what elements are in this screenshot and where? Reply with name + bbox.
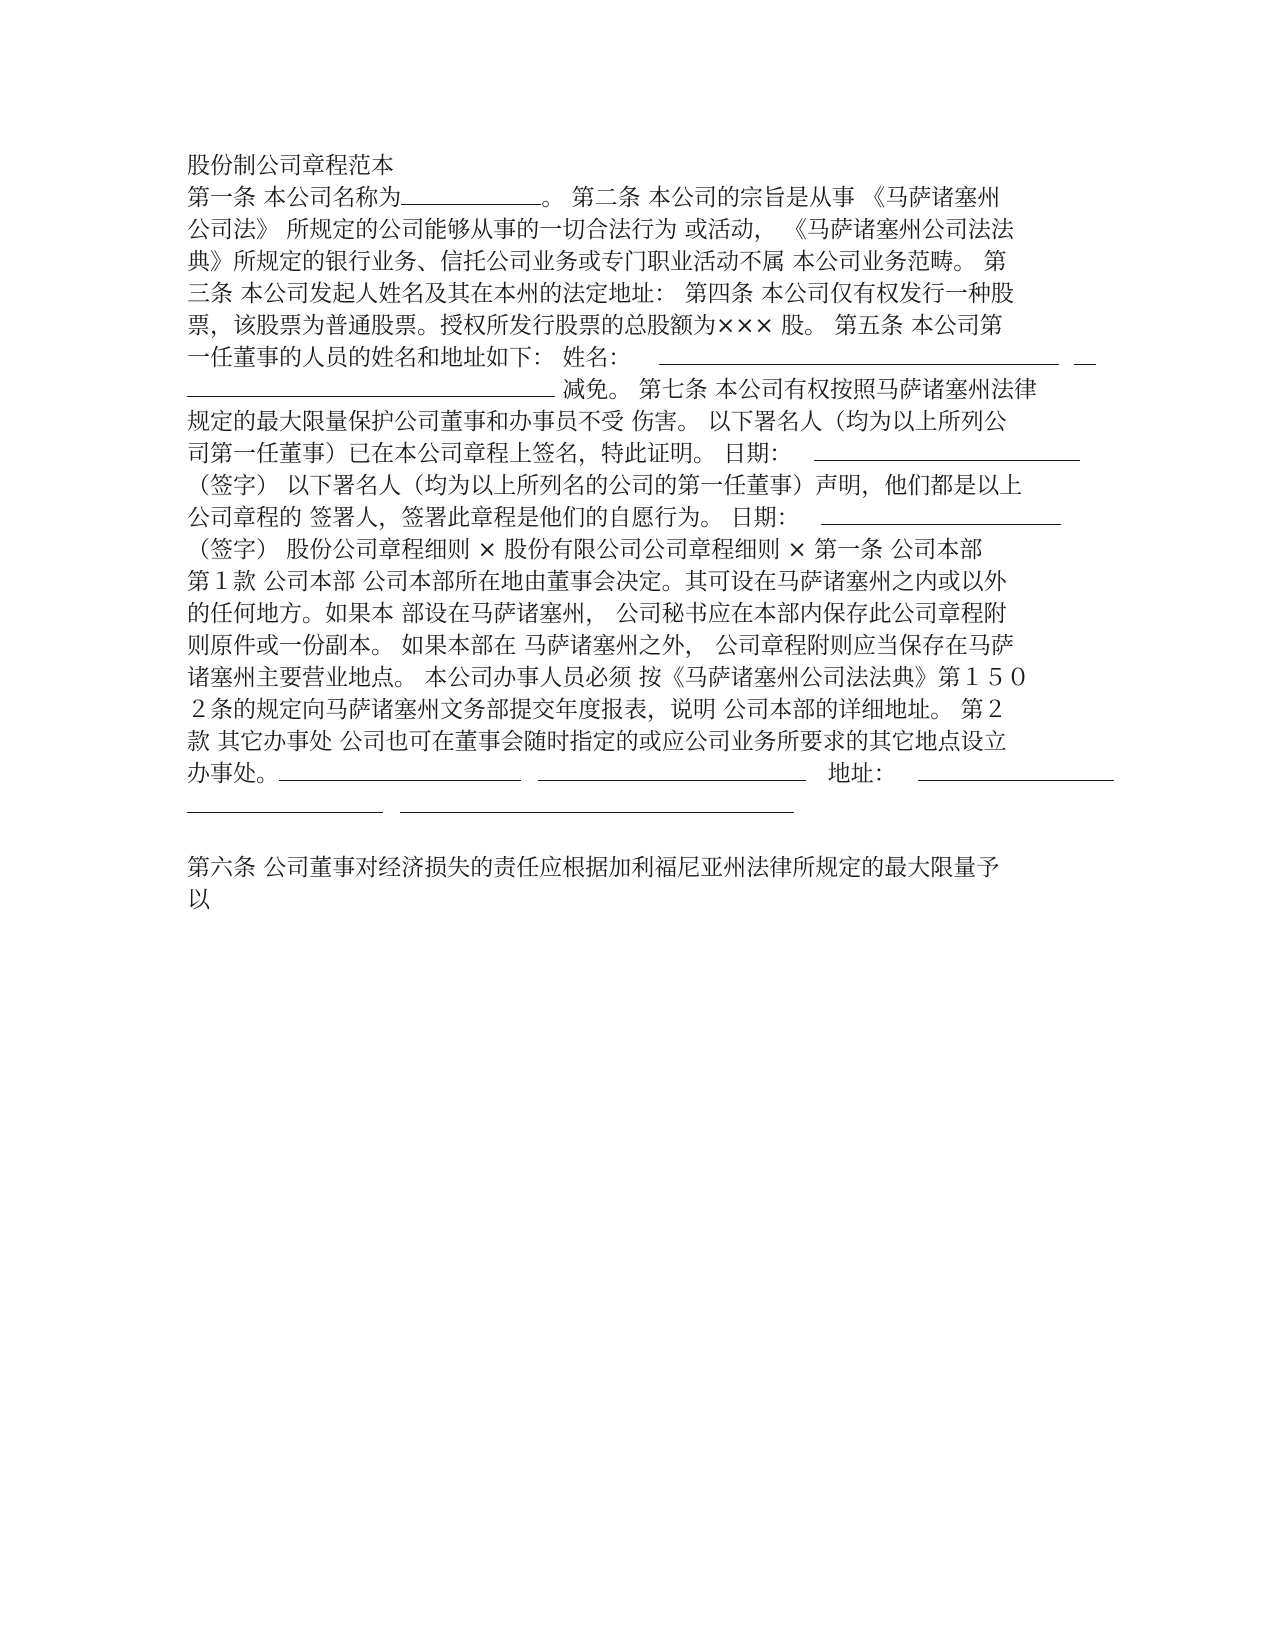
blank-underline	[279, 758, 521, 781]
text-line: （签字） 以下署名人（均为以上所列名的公司的第一任董事）声明，他们都是以上	[187, 473, 1023, 499]
text-line	[187, 502, 1061, 534]
text-segment: 司第一任董事）已在本公司章程上签名，特此证明。 日期：	[187, 441, 793, 467]
blank-underline	[659, 342, 1059, 365]
blank-underline	[187, 790, 383, 813]
text-line: 款 其它办事处 公司也可在董事会随时指定的或应公司业务所要求的其它地点设立	[187, 729, 1007, 755]
text-segment: 一任董事的人员的姓名和地址如下： 姓名：	[187, 345, 632, 371]
text-line: 的任何地方。如果本 部设在马萨诸塞州， 公司秘书应在本部内保存此公司章程附	[187, 601, 1007, 627]
text-line	[187, 790, 794, 822]
blank-underline	[1074, 342, 1096, 365]
blank-underline	[187, 374, 555, 397]
text-line: 票，该股票为普通股票。授权所发行股票的总股额为××× 股。 第五条 本公司第	[187, 313, 1003, 339]
text-line: 典》所规定的银行业务、信托公司业务或专门职业活动不属 本公司业务范畴。 第	[187, 249, 1007, 275]
text-line	[187, 758, 1114, 790]
text-line: 第１款 公司本部 公司本部所在地由董事会决定。其可设在马萨诸塞州之内或以外	[187, 569, 1007, 595]
document-title: 股份制公司章程范本	[187, 153, 394, 179]
blank-underline	[821, 502, 1061, 525]
text-segment: 第一条 本公司名称为	[187, 185, 402, 211]
blank-underline	[814, 438, 1080, 461]
text-line: 则原件或一份副本。 如果本部在 马萨诸塞州之外， 公司章程附则应当保存在马萨	[187, 633, 1014, 659]
text-line: 规定的最大限量保护公司董事和办事员不受 伤害。 以下署名人（均为以上所列公	[187, 409, 1007, 435]
text-segment: 地址：	[827, 761, 897, 787]
text-line: 诸塞州主要营业地点。 本公司办事人员必须 按《马萨诸塞州公司法法典》第１５０	[187, 665, 1030, 691]
text-line: （签字） 股份公司章程细则 × 股份有限公司公司章程细则 × 第一条 公司本部	[187, 537, 983, 563]
text-line: 三条 本公司发起人姓名及其在本州的法定地址： 第四条 本公司仅有权发行一种股	[187, 281, 1014, 307]
blank-underline	[538, 758, 806, 781]
text-line: 以	[187, 887, 210, 913]
text-segment: 办事处。	[187, 761, 279, 787]
text-line	[187, 374, 1037, 406]
text-segment: 。 第二条 本公司的宗旨是从事 《马萨诸塞州	[541, 185, 1001, 211]
text-line	[187, 438, 1080, 470]
text-line	[187, 342, 1096, 374]
text-line: 第六条 公司董事对经济损失的责任应根据加利福尼亚州法律所规定的最大限量予	[187, 855, 1000, 881]
text-line: 公司法》 所规定的公司能够从事的一切合法行为 或活动， 《马萨诸塞州公司法法	[187, 217, 1014, 243]
text-segment: 减免。 第七条 本公司有权按照马萨诸塞州法律	[562, 377, 1037, 403]
blank-underline	[401, 182, 541, 205]
text-line: ２条的规定向马萨诸塞州文务部提交年度报表，说明 公司本部的详细地址。 第２	[187, 697, 1007, 723]
text-segment: 公司章程的 签署人，签署此章程是他们的自愿行为。 日期：	[187, 505, 800, 531]
blank-underline	[400, 790, 794, 813]
text-line	[187, 182, 1000, 214]
blank-underline	[918, 758, 1114, 781]
